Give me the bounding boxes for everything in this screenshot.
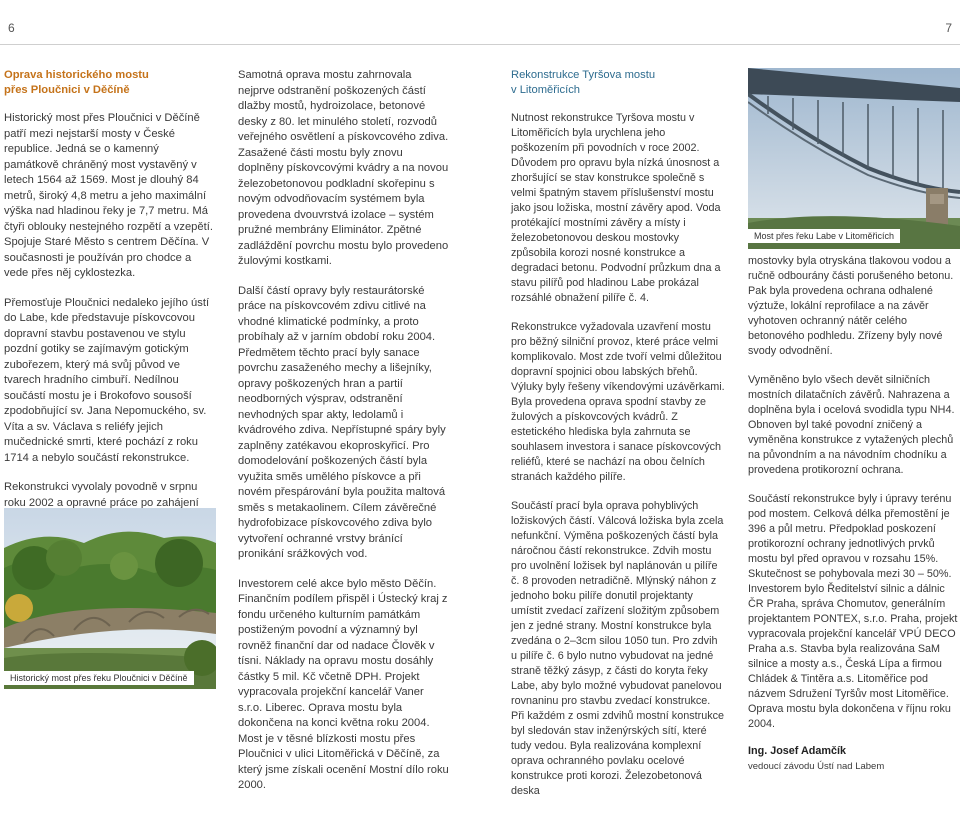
article-heading-line1: Rekonstrukce Tyršova mostu — [511, 69, 656, 81]
steel-bridge-illustration — [748, 68, 960, 249]
article-heading-line2: v Litoměřicích — [511, 83, 581, 96]
paragraph: Historický most přes Ploučnici v Děčíně patří mezi nejstarší mosty v České republice. Jedná se o kamenný památkově chráněný most vystavěný v letech 1564 až 1569. Most je dlouhý 84 metrů, široký 4,8 metru a jeho maximální výška nad hladinou řeky je 7,7 metru. Má čtyři oblouky nestejného rozpětí a vzepětí. Spojuje Staré Město s centrem Děčína. V současnosti je používán pro chodce a vede přes něj cyklostezka. — [4, 112, 213, 279]
photo-caption: Historický most přes řeku Ploučnici v Děčíně — [4, 671, 194, 685]
photo-steel-bridge — [748, 68, 960, 249]
stone-bridge-illustration — [4, 508, 216, 689]
photo-stone-bridge — [4, 508, 216, 689]
author-title: vedoucí závodu Ústí nad Labem — [748, 761, 885, 772]
article-column-1 — [4, 68, 216, 572]
photo-caption: Most přes řeku Labe v Litoměřicích — [748, 229, 900, 243]
header-divider — [0, 44, 960, 45]
paragraph: Součástí rekonstrukce byly i úpravy terénu pod mostem. Celková délka přemostění je 396 a půl metru. Předpoklad poskození protikorozní ochrany jednotlivých prvků mostu byl před opravou v rozsahu 15%. Skutečnost se pohybovala mezi 30 – 50%. Investorem bylo Ředitelství silnic a dálnic ČR Praha, správa Chomutov, generálním projektantem PONTEX, s.r.o. Praha, projekt vypracovala projekční kancelář VPÚ DECO Praha a.s. Stavba byla realizována SaM silnice a mosty a.s., Česká Lípa a firmou Chládek & Tintěra a.s. Litoměřice pod názvem Sdružení Tyršův most Litoměřice. Oprava mostu byla dokončena v říjnu roku 2004. — [748, 493, 958, 730]
article-column-3 — [511, 68, 725, 813]
article-column-4 — [748, 254, 958, 774]
article-heading-line1: Oprava historického mostu — [4, 69, 149, 81]
author-name: Ing. Josef Adamčík — [748, 745, 846, 757]
paragraph: Samotná oprava mostu zahrnovala nejprve odstranění poškozených částí dlažby mostů, hydroizolace, betonové desky z 80. let minulého století, rozvodů veřejného osvětlení a pískovcového zdiva. Zasažené části mostu byly znovu doplněny pískovcovými kvádry a na novou železobetonovou podkladní skořepinu s novým odvodňovacím systémem byla provedena dvouvrstvá izolace – systém pružné membrány Eliminátor. Zpětné zadláždění povrchu mostu bylo provedeno žulovými kostkami. — [238, 69, 449, 267]
article-heading-decin — [4, 68, 216, 97]
paragraph: Nutnost rekonstrukce Tyršova mostu v Litoměřicích byla urychlena jeho poškozením při povodních v roce 2002. Důvodem pro opravu byla nízká únosnost a zhoršující se stav konstrukce společně s velmi špatným stavem příslušenství mostu jako jsou ložiska, mostní závěry apod. Voda protékající mostními závěry a místy i železobetonovou deskou mostovky způsobila korozi nosné konstrukce a degradaci betonu. Podvodní průzkum dna a stavu pilířů pod hladinou Labe prokázal rozsáhlé obnažení pilíře č. 4. — [511, 112, 721, 304]
paragraph: Další částí opravy byly restaurátorské práce na pískovcovém zdivu citlivé na vhodné klimatické podmínky, a proto probíhaly až v jarním období roku 2004. Předmětem těchto prací byly sanace povrchu zasaženého mechy a lišejníky, opravy poškozených hran a partií neodborných výsprav, odstranění nevhodných spar akty, ledolamů i kvádrového zdiva. Nepřístupné spáry byly zaplněny zatékavou ekoproskyřicí. Pro domodelování poškozených částí byla využita směs umělého pískovce a při novém přespárování byla použita maltová směs s metakaolinem. Cílem závěrečné hydrofobizace pískovcového zdiva bylo vytvoření ochranné vrstvy bránící pronikání srážkových vod. — [238, 284, 446, 560]
paragraph: Vyměněno bylo všech devět silničních mostních dilatačních závěrů. Nahrazena a doplněna byla i ocelová svodidla typu NH4. Obnoven byl také povodní zničený a vyměněna konstrukce z vytažených plechů na půvondním a na návodním chodníku a provedena protikorozní ochrana. — [748, 374, 955, 476]
paragraph: Investorem celé akce bylo město Děčín. Finančním podílem přispěl i Ústecký kraj z fondu určeného kulturním památkám postiženým povodní a významný byl rovněž finanční dar od nadace Člověk v tísni. Náklady na opravu mostu dosáhly částky 5 mil. Kč včetně DPH. Projekt vypracovala projekční kancelář Vaner s.r.o. Liberec. Oprava mostu byla dokončena na konci května roku 2004. Most je v těsné blízkosti mostu přes Ploučnici v ulici Litoměřická v Děčíně, za který jsme získali ocenění Mostní dílo roku 2000. — [238, 577, 449, 791]
paragraph: Součástí prací byla oprava pohyblivých ložiskových částí. Válcová ložiska byla zcela nefunkční. Výměna poškozených částí byla náročnou částí rekonstrukce. Zdvih mostu pro uvolnění ložisek byl naplánován u pilíře č. 8 provoden netradičně. Mlýnský náhon z jednoho boku pilíře donutil projektanty umístit zvedací zařízení složitým způsobem jen z jedné strany. Mostní konstrukce byla zvedána o 2–3cm silou 1050 tun. Pro zdvih u pilíře č. 6 bylo nutno vybudovat na jedné straně těžký zásyp, z části do koryta řeky Labe, aby bylo možné vybudovat panelovou rovnaninu pro stavbu zvedací konstrukce. Při každém z osmi zdvihů mostní konstrukce byl sledován stav inženýrských sítí, které tudy vedou. Byla realizována komplexní oprava ochranného povlaku ocelové konstrukce proti korozi. Železobetonová deska — [511, 500, 725, 797]
page-number-left: 6 — [8, 21, 15, 35]
article-heading-litomerice — [511, 68, 725, 97]
article-column-2 — [238, 68, 450, 808]
article-heading-line2: přes Ploučnici v Děčíně — [4, 83, 130, 96]
paragraph: mostovky byla otryskána tlakovou vodou a ručně odbourány části porušeného betonu. Pak byla provedena ochrana odhalené výztuže, lokální reprofilace a na závěr vyhotoven ochranný nátěr celého betonového podhledu. Zřízeny byly nové svody odvodnění. — [748, 255, 954, 357]
paragraph: Rekonstrukci vyvolaly povodně v srpnu roku 2002 a opravné práce po zahájení — [4, 481, 199, 509]
paragraph: Přemosťuje Ploučnici nedaleko jejího ústí do Labe, kde představuje pískovcovou dopravní stavbu postavenou ve stylu pozdní gotiky se zajímavým gotickým zubořezem, který má svůj původ ve tvarech hradního cimbuří. Nedílnou součástí mostu je i Brokofovo sousoší zpodobňující sv. Jana Nepomuckého, sv. Víta a sv. Václava s reliéfy jejich mučednické smrti, které pochází z roku 1714 a nebylo součástí rekonstrukce. — [4, 296, 210, 464]
paragraph: Rekonstrukce vyžadovala uzavření mostu pro běžný silniční provoz, které práce velmi komplikovalo. Most zde tvoří velmi důležitou dopravní spojnici obou labských břehů. Výluky byly řešeny víkendovými uzávěrkami. Byla provedena oprava spodní stavby ze žulových a pískovcových kvádrů. Z estetického hlediska byla zahrnuta se souhlasem investora i sanace pískovcových reliéfů, které se nachází na obou čelních stranách každého pilíře. — [511, 321, 725, 483]
page-number-right: 7 — [945, 21, 952, 35]
